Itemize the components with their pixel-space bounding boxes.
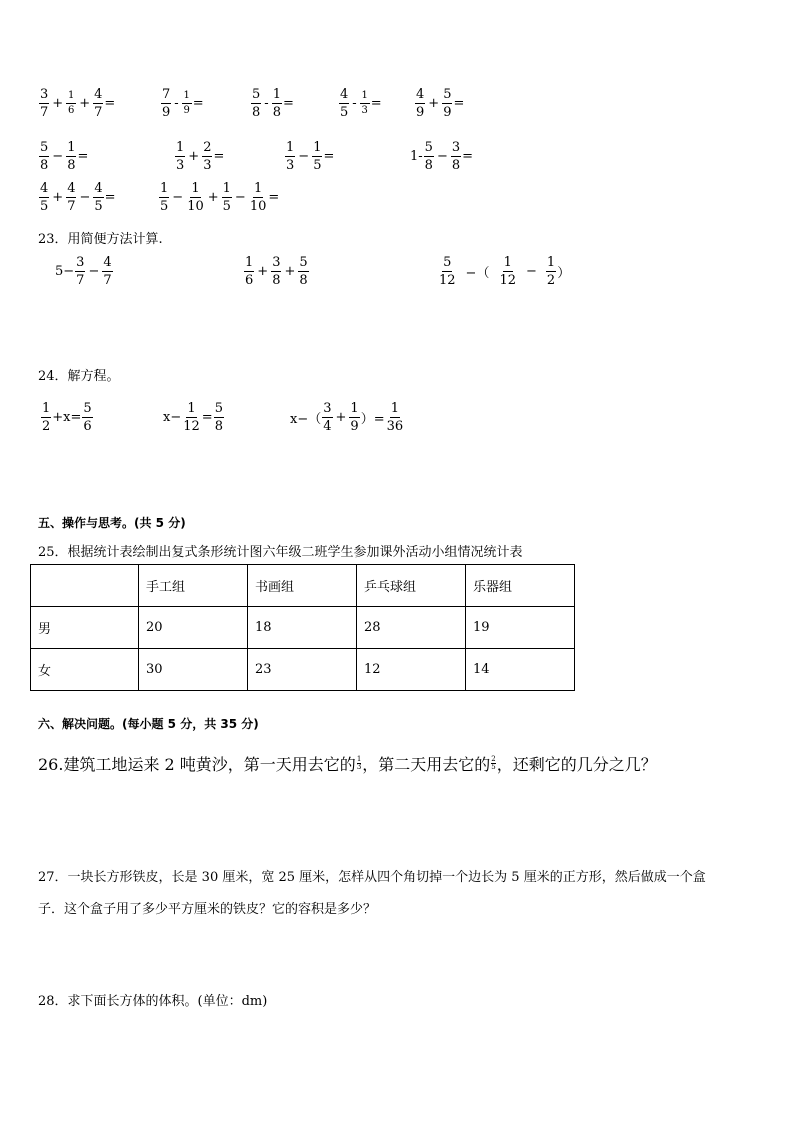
table-cell: 28 [357, 607, 466, 649]
q23-expression-3: $\frac{5}{12}$ −（ $\frac{1}{12}$ − $\frac{1}{2}$ ） [439, 255, 571, 288]
exercise-r3-1: $\frac{4}{5}$ + $\frac{4}{7}$ − $\frac{4}{5}$ = [40, 181, 116, 214]
exercise-r2-1: $\frac{5}{8}$ − $\frac{1}{8}$ = [40, 140, 89, 173]
table-cell: 14 [466, 649, 575, 691]
exercise-r1-4: $\frac{4}{5}$ - $\frac{1}{3}$ = [340, 87, 382, 120]
table-cell: 女 [31, 649, 139, 691]
table-header-cell: 乒乓球组 [357, 565, 466, 607]
exercise-r1-3: $\frac{5}{8}$ - $\frac{1}{8}$ = [252, 87, 294, 120]
table-row [31, 649, 575, 691]
table-cell: 20 [139, 607, 248, 649]
exercise-r1-1: $\frac{3}{7}$ + $\frac{1}{6}$ + $\frac{4}{7}$ = [40, 87, 116, 120]
q23-expression-1: 5− $\frac{3}{7}$ − $\frac{4}{7}$ [55, 255, 112, 288]
table-cell: 18 [248, 607, 357, 649]
q24-equation-1: $\frac{1}{2}$ +x= $\frac{5}{6}$ [42, 401, 92, 434]
statistics-table [30, 564, 575, 691]
exercise-r2-3: $\frac{1}{3}$ − $\frac{1}{5}$ = [286, 140, 335, 173]
exercise-r1-2: $\frac{7}{9}$ - $\frac{1}{9}$ = [162, 87, 204, 120]
question-27-line-1: 27．一块长方形铁皮，长是 30 厘米，宽 25 厘米，怎样从四个角切掉一个边长为 5 厘米的正方形，然后做成一个盒 [38, 870, 706, 885]
table-header-row [31, 565, 575, 607]
q24-equation-2: x− $\frac{1}{12}$ = $\frac{5}{8}$ [163, 401, 223, 434]
q26-text-middle: ，第二天用去它的 [362, 755, 491, 774]
table-header-cell: 书画组 [248, 565, 357, 607]
section-5-heading: 五、操作与思考。(共 5 分) [38, 516, 186, 530]
question-25-title: 25．根据统计表绘制出复式条形统计图六年级二班学生参加课外活动小组情况统计表 [38, 545, 523, 560]
exercise-r2-2: $\frac{1}{3}$ + $\frac{2}{3}$ = [176, 140, 225, 173]
question-26: 26.建筑工地运来 2 吨黄沙，第一天用去它的 $\frac{1}{3}$ ，第二天用去它的 $\frac{2}{5}$ ，还剩它的几分之几？ [38, 752, 657, 775]
table-cell: 30 [139, 649, 248, 691]
exercise-r2-4: 1- $\frac{5}{8}$ − $\frac{3}{8}$ = [410, 140, 474, 173]
q26-text-before: 26.建筑工地运来 2 吨黄沙，第一天用去它的 [38, 755, 356, 774]
table-cell: 男 [31, 607, 139, 649]
q26-text-after: ，还剩它的几分之几？ [496, 755, 657, 774]
q23-expression-2: $\frac{1}{6}$ + $\frac{3}{8}$ + $\frac{5}{8}$ [245, 255, 308, 288]
table-header-cell: 乐器组 [466, 565, 575, 607]
section-6-heading: 六、解决问题。(每小题 5 分，共 35 分) [38, 717, 259, 731]
table-cell: 23 [248, 649, 357, 691]
q24-equation-3: x−（ $\frac{3}{4}$ + $\frac{1}{9}$ ）= $\frac{1}{36}$ [290, 401, 404, 434]
exercise-r3-2: $\frac{1}{5}$ − $\frac{1}{10}$ + $\frac{1}{5}$ − $\frac{1}{10}$ = [160, 181, 280, 214]
table-cell: 12 [357, 649, 466, 691]
question-27-line-2: 子．这个盒子用了多少平方厘米的铁皮？它的容积是多少？ [38, 902, 377, 917]
question-23-title: 23．用简便方法计算. [38, 232, 163, 247]
table-header-cell [31, 565, 139, 607]
table-header-cell: 手工组 [139, 565, 248, 607]
exercise-r1-5: $\frac{4}{9}$ + $\frac{5}{9}$ = [416, 87, 465, 120]
table-cell: 19 [466, 607, 575, 649]
question-28: 28．求下面长方体的体积。(单位：dm) [38, 994, 268, 1009]
table-row [31, 607, 575, 649]
question-24-title: 24．解方程。 [38, 369, 120, 384]
